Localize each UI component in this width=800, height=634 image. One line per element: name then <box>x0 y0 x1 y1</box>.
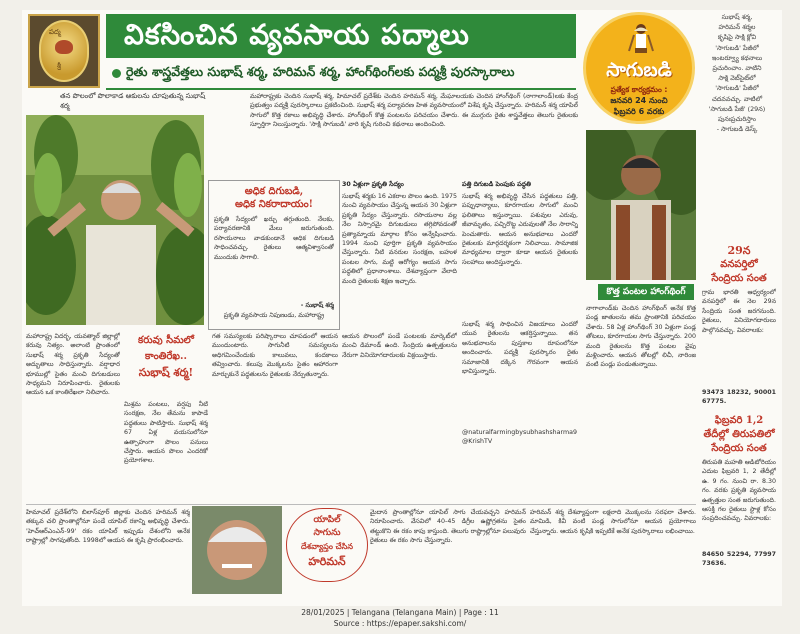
drought-title-3: సుభాష్ శర్మ! <box>138 366 194 379</box>
hariman-box <box>286 508 368 582</box>
event1-title-2: వనపర్తిలో <box>720 259 758 270</box>
note-line: హరిమన్ శర్మల <box>718 23 756 32</box>
badge-line2: జనవరి 24 నుంచి <box>610 96 668 105</box>
hariman-title-3: దేశవ్యాప్తం చేసిన <box>301 541 353 551</box>
photo-subhash-sharma <box>26 115 204 325</box>
bullet-icon <box>112 69 121 78</box>
quote-title-2: అధిక నికరాదాయం! <box>234 199 314 210</box>
quote-signature: - సుభాష్ శర్మ <box>300 302 334 309</box>
badge-title: సాగుబడి <box>606 59 672 81</box>
col-left-lower-2: మిశ్రమ పంటలు, వర్షపు నీటి సంరక్షణ, నేల తేమను కాపాడే పద్ధతులు పాటిస్తారు. సుభాష్ శర్మ 67 ఏళ్ల వయసులోనూ ఉత్సాహంగా పొలం పనులు చేస్తారు. ఆయన పొలం ఎందరికో ప్రయోగశాల. <box>124 401 208 465</box>
event1-text: గ్రామ భారతి ఆధ్వర్యంలో వనపర్తిలో ఈ నెల 29న సేంద్రియ సంత జరగనుంది. రైతులు, వినియోగదారులు పాల్గొనవచ్చు. వివరాలకు: <box>702 289 776 334</box>
note-line: - సాగుబడి డెస్క్ <box>716 125 758 134</box>
headline-banner <box>106 14 576 58</box>
col-mid-lower-2: ఆయన పొలంలో పండే పంటలకు మార్కెట్‌లో మంచి డిమాండ్ ఉంది. సేంద్రియ ఉత్పత్తులను నేరుగా వినియోగదారులకు విక్రయిస్తారు. <box>342 333 457 359</box>
farmer-icon <box>624 21 658 55</box>
drought-title-1: కరువు సీమలో <box>138 335 194 346</box>
quote-signature-role: ప్రకృతి వ్యవసాయ నిపుణుడు, మహారాష్ట్ర <box>223 312 325 319</box>
note-line: కృషిపై సాక్షి క్లోవి <box>717 33 757 42</box>
lotus-icon <box>55 40 73 54</box>
subheadline <box>106 60 576 90</box>
footer-page-info: 28/01/2025 | Telangana (Telangana Main) | Page : 11 <box>301 608 499 617</box>
photo-hariman-sharma <box>192 506 282 594</box>
col-mid-lower: గత సమస్యలకు పరిష్కారాలు చూపడంలో ఆయన ముందుంటారు. సాగునీటి సమస్యలను అధిగమించేందుకు కాలువలు, కందకాలు తవ్వించారు. కలుపు మొక్కలను సైతం ఆహారంగా మార్చుకునే పద్ధతులను రైతులకు నేర్పుతున్నారు. <box>212 333 338 378</box>
col-mid-heading: 30 ఏళ్లుగా ప్రకృతి సేద్యం <box>342 181 404 188</box>
note-line: 'సాగుబడి పేజీ' (29న) <box>708 104 766 113</box>
drought-box <box>124 332 208 394</box>
hangthing-label: కొత్త పంటల హాంగ్‌థింగ్ <box>598 284 694 300</box>
drought-title-2: కాంతిరేఖ.. <box>145 351 187 362</box>
hangthing-photo-image <box>586 130 696 280</box>
emblem-top-text: పద్మ <box>49 28 61 36</box>
subheadline-text: రైతు శాస్త్రవేత్తలు సుభాష్ శర్మ, హరిమన్ శర్మ, హాంగ్‌థింగ్‌లకు పద్మశ్రీ పురస్కారాలు <box>126 64 515 79</box>
event1-phone: 93473 18232, 90001 67775. <box>702 389 776 406</box>
event1-title-1: 29న <box>727 244 751 257</box>
quote-text: ప్రకృతి సేద్యంలో ఖర్చు తగ్గుతుంది. నేలకు, పర్యావరణానికి మేలు జరుగుతుంది. రసాయనాలు వాడకుండానే అధిక దిగుబడి సాధించవచ్చు. రైతులు ఆత్మవిశ్వాసంతో ముందుకు సాగాలి. <box>214 216 334 261</box>
hangthing-text: నాగాలాండ్‌కు చెందిన హాంగ్‌థింగ్ అనేక కొత్త పండ్ల జాతులను తమ ప్రాంతానికి పరిచయం చేశారు. 58 ఏళ్ల హాంగ్‌థింగ్ 30 ఏళ్లుగా పండ్ల తోటలు, కూరగాయల సాగు చేస్తున్నారు. 200 మంది రైతులను కొత్త పంటల వైపు మళ్లించారు. ఆయన తోటల్లో లిచీ, నారింజ వంటి పండ్లు పండుతున్నాయి. <box>586 305 696 369</box>
intro-text: మహారాష్ట్రకు చెందిన సుభాష్ శర్మ, హిమాచల్ ప్రదేశ్‌కు చెందిన హరిమన్ శర్మ, మేఘాలయకు చెందిన హాంగ్‌థింగ్ (నాగాలాండ్)లకు కేంద్ర ప్రభుత్వం పద్మశ్రీ పురస్కారాలు ప్రకటించింది. సుభాష్ శర్మ పర్యావరణ హిత వ్యవసాయంలో విశేష కృషి చేస్తున్నారు. హరిమన్ శర్మ యాపిల్ సాగులో కొత్త రకాలు అభివృద్ధి చేశారు. హాంగ్‌థింగ్ కొత్త పంటలను పరిచయం చేశారు. ఈ ముగ్గురు రైతు శాస్త్రవేత్తలు తెలుగు రైతులకు స్ఫూర్తిగా నిలుస్తున్నారు. 'సాక్షి సాగుబడి' వారి కృషి గురించి కథనాలు అందించింది. <box>250 93 578 129</box>
page-title: వికసించిన వ్యవసాయ పద్మాలు <box>124 18 470 51</box>
event2-title-3: సేంద్రియ సంత <box>711 443 767 454</box>
event2-title-2: తేదీల్లో తిరుపతిలో <box>703 429 775 440</box>
col-right-heading: పత్తి దిగుబడి పెంపుకు పద్ధతి <box>462 181 531 188</box>
col-mid-text: సుభాష్ శర్మకు 16 ఎకరాల పొలం ఉంది. 1975 నుంచి వ్యవసాయం చేస్తున్న ఆయన 30 ఏళ్లుగా ప్రకృతి సేద్యం చేస్తున్నారు. రసాయనాల వల్ల నేల నిస్సారమై దిగుబడులు తగ్గిపోవడంతో ప్రత్యామ్నాయ మార్గాల కోసం అన్వేషించారు. 1994 నుంచి పూర్తిగా ప్రకృతి వ్యవసాయం చేస్తున్నారు. నీటి వనరుల సంరక్షణ, బహుళ పంటల సాగు, మట్టి ఆరోగ్యం ఆయన సాగు పద్ధతిలో ప్రధానాంశాలు. దేశవ్యాప్తంగా వేలాది మంది రైతులకు శిక్షణ ఇచ్చారు. <box>342 193 457 285</box>
note-line: పునఃప్రచురిస్తాం <box>718 115 756 124</box>
social-handles: @naturalfarmingbysubhashsharma9 @KrishTV <box>462 429 577 446</box>
event2-title-1: ఫిబ్రవరి 1,2 <box>714 415 764 426</box>
note-line: ప్రచురించాం. వాటిని <box>712 64 762 73</box>
photo1-caption: తన పొలంలో పొలాకాడ ఆకులను చూపుతున్న సుభాష్ శర్మ <box>60 92 206 110</box>
medal-icon <box>39 20 89 82</box>
emblem-bottom-text: శ్రీ <box>57 62 61 70</box>
badge-line1: ప్రత్యేక కార్యక్రమం : <box>610 85 668 94</box>
col-right-text: సుభాష్ శర్మ అభివృద్ధి చేసిన పద్ధతులు పత్తి, పప్పుధాన్యాలు, కూరగాయల సాగులో మంచి ఫలితాలు ఇస్తున్నాయి. పశువుల ఎరువు, జీవామృతం, పచ్చిరొట్ట ఎరువులతో నేల సారాన్ని పెంచుతారు. ఆయన అనుభవాలు ఎందరో రైతులకు మార్గదర్శకంగా నిలిచాయి. సామాజిక మాధ్యమాల ద్వారా కూడా ఆయన రైతులకు సలహాలు అందిస్తున్నారు. <box>462 193 578 266</box>
note-line: 'సాగుబడి' పేజీలో <box>715 43 759 52</box>
event2-text: తిరుపతి మహతి ఆడిటోరియం ఎదుట ఫిబ్రవరి 1, 2 తేదీల్లో ఉ. 9 గం. నుంచి రా. 8.30 గం. వరకు ప్రకృతి వ్యవసాయ ఉత్పత్తుల సంత జరుగుతుంది. ఆసక్తి గల రైతులు స్టాళ్ల కోసం సంప్రదించవచ్చు. వివరాలకు: <box>702 459 776 523</box>
quote-box <box>208 180 340 330</box>
note-line: ఇంటర్వ్యూ కథనాలు <box>711 53 763 62</box>
hariman-text-right: హరిమన్ శర్మ దేశవ్యాప్తంగా లక్షలాది మొక్కలను సరఫరా చేశారు. మామిడి, కివీ వంటి పండ్ల సాగులోనూ ఆయన ప్రయోగాలు చేస్తున్నారు. ఆయన కృషికి ఇప్పటికే అనేక పురస్కారాలు లభించాయి. <box>530 509 696 535</box>
hariman-title-4: హరిమన్ <box>308 555 346 568</box>
padma-shri-emblem <box>28 14 100 88</box>
note-line: 'సాగుబడి' పేజీలో <box>715 84 759 93</box>
intro-paragraph <box>250 92 578 174</box>
sagubadi-badge <box>583 12 695 124</box>
hariman-text-mid: మైదాన ప్రాంతాల్లోనూ యాపిల్ సాగు చేయవచ్చని హరిమన్ నిరూపించారు. వేసవిలో 40-45 డిగ్రీల ఉష్ణోగ్రతను సైతం తట్టుకొని ఈ రకం కాపు కాస్తుంది. తెలుగు రాష్ట్రాల్లోనూ పలువురు రైతులు ఈ రకం సాగు చేస్తున్నారు. <box>370 509 526 545</box>
col-left-lower: మహారాష్ట్ర విదర్భ, యవత్మాల్ జిల్లాల్లో కరువు నిత్యం. అలాంటి ప్రాంతంలో సుభాష్ శర్మ ప్రకృతి సేద్యంతో అద్భుతాలు సాధిస్తున్నారు. వర్షాధార భూముల్లో సైతం మంచి దిగుబడులు సాధ్యమని నిరూపించారు. రైతులకు ఆయన ఒక కాంతిరేఖలా నిలిచారు. <box>26 333 120 397</box>
footer-source: Source : https://epaper.sakshi.com/ <box>333 619 467 628</box>
col-right-lower: సుభాష్ శర్మ సాధించిన విజయాలు ఎందరో యువ రైతులను ఆకర్షిస్తున్నాయి. తన అనుభవాలను పుస్తకాల రూపంలోనూ అందించారు. పద్మశ్రీ పురస్కారం రైతు సమాజానికి దక్కిన గౌరవంగా ఆయన భావిస్తున్నారు. <box>462 321 578 376</box>
photo-hangthing <box>586 130 696 280</box>
note-line: సుభాష్ శర్మ, <box>721 13 753 21</box>
hariman-photo-image <box>192 506 282 594</box>
section-divider <box>26 504 696 505</box>
event1-title-3: సేంద్రియ సంత <box>711 273 767 284</box>
note-line: చదవవచ్చు. వాటిలో <box>711 94 763 103</box>
badge-line3: ఫిబ్రవరి 6 వరకు <box>613 107 665 116</box>
hariman-title-1: యాపిల్ <box>313 515 341 525</box>
hariman-text-left: హిమాచల్ ప్రదేశ్‌లోని బిలాస్‌పూర్ జిల్లాకు చెందిన హరిమన్ శర్మ తక్కువ చలి ప్రాంతాల్లోనూ పండే యాపిల్ రకాన్ని అభివృద్ధి చేశారు. 'హెచ్‌ఆర్‌ఎంఎన్-99' రకం యాపిల్ ఇప్పుడు దేశంలోని అనేక రాష్ట్రాల్లో సాగవుతోంది. 1998లో ఆయన ఈ కృషి ప్రారంభించారు. <box>26 509 190 545</box>
note-line: సాక్షి వెబ్‌సైట్‌లో <box>718 74 756 83</box>
quote-title-1: అధిక దిగుబడి, <box>244 186 304 197</box>
subhash-photo-image <box>26 115 204 325</box>
hariman-title-2: సాగును <box>313 528 341 538</box>
sagubadi-note <box>698 12 776 240</box>
event2-phone: 84650 52294, 77997 73636. <box>702 551 776 568</box>
